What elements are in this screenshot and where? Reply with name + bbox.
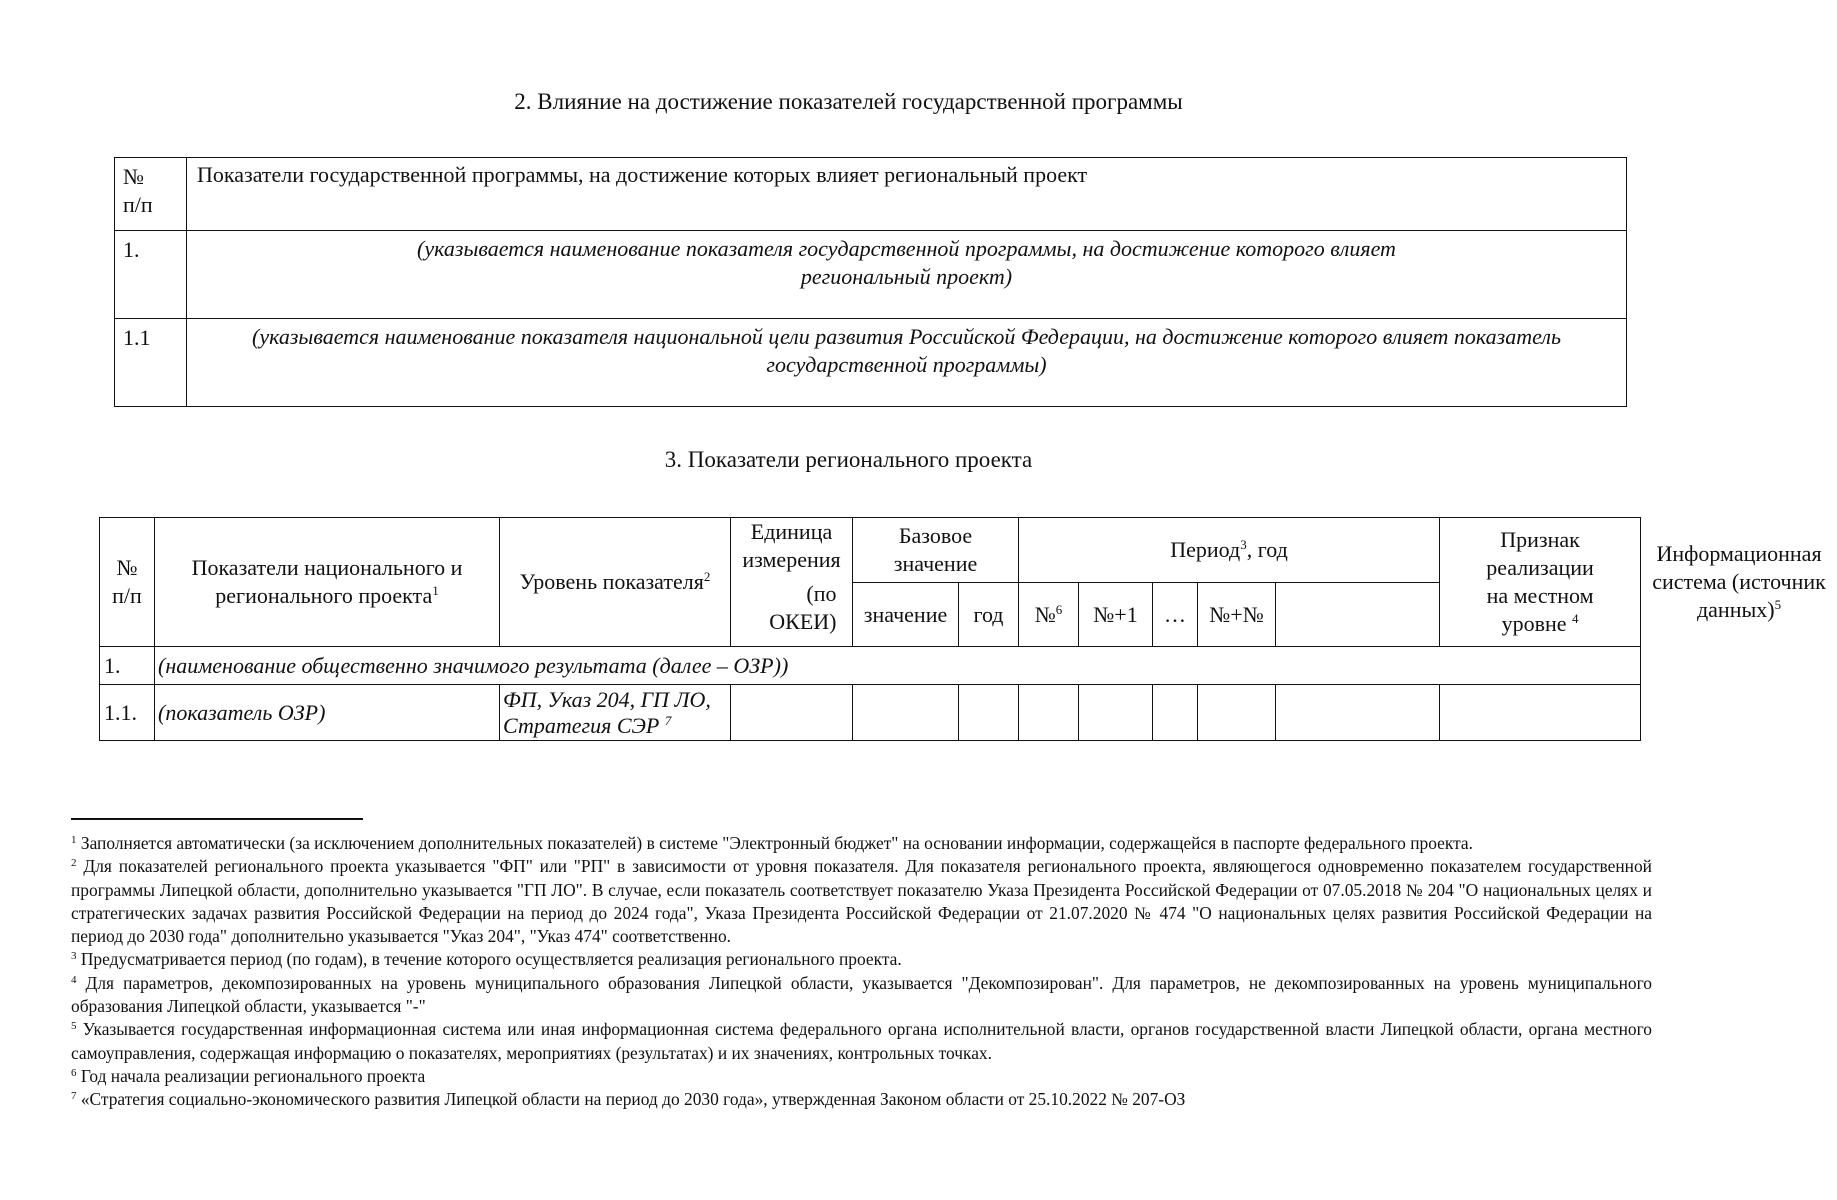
header-period-n: №$^6$ bbox=[1019, 583, 1079, 647]
section-2-title: 2. Влияние на достижение показателей государственной программы bbox=[514, 89, 1183, 114]
row-num: 1. bbox=[100, 647, 155, 685]
cell-period-n bbox=[1019, 685, 1079, 741]
gov-program-indicators-table bbox=[114, 157, 1627, 407]
header-period-nn: №+№ bbox=[1198, 583, 1276, 647]
cell-period-nn bbox=[1198, 685, 1276, 741]
cell-base-value bbox=[853, 685, 959, 741]
footnote: $^4$ Для параметров, декомпозированных на уровень муниципального образования Липецкой области, указывается "Декомпозирован". Для параметров, не декомпозированных на уровень муниципального образования Липецкой области, указывается "-" bbox=[71, 972, 1652, 1017]
row-text: (указывается наименование показателя национальной цели развития Российской Федерации, на достижение которого влияет показатель государственной программы) bbox=[187, 319, 1627, 407]
cell-unit bbox=[731, 685, 853, 741]
cell-info-system bbox=[1440, 685, 1641, 741]
header-period-ellipsis: … bbox=[1153, 583, 1198, 647]
regional-project-indicators-table bbox=[99, 517, 1826, 741]
header-base-value: значение bbox=[853, 583, 959, 647]
footnote: $^3$ Предусматривается период (по годам), в течение которого осуществляется реализация регионального проекта. bbox=[71, 949, 902, 970]
footnote: $^5$ Указывается государственная информационная система или иная информационная система федерального органа исполнительной власти, органов государственной власти Липецкой области, органа местного самоуправления, содержащая информацию о показателях, мероприятиях (результатах) и их значениях, контрольных точках. bbox=[71, 1019, 1652, 1063]
footnote: $^6$ Год начала реализации регионального проекта bbox=[71, 1065, 426, 1086]
row-text: (указывается наименование показателя государственной программы, на достижение которого влияет региональный проект) bbox=[187, 231, 1627, 319]
cell-base-year bbox=[959, 685, 1019, 741]
row-level: ФП, Указ 204, ГП ЛО, Стратегия СЭР $^7$ bbox=[500, 685, 731, 741]
header-unit: Единица измерения (по ОКЕИ) bbox=[731, 518, 853, 647]
header-indicators: Показатели национального и регионального проекта$^1$ bbox=[155, 518, 500, 647]
header-period-n1: №+1 bbox=[1079, 583, 1153, 647]
header-local-sign: Признак реализации на местном уровне $^4$ bbox=[1440, 518, 1641, 647]
header-base-year: год bbox=[959, 583, 1019, 647]
header-indicators: Показатели государственной программы, на достижение которых влияет региональный проект bbox=[187, 158, 1627, 231]
row-num: 1.1 bbox=[115, 319, 187, 407]
table-row bbox=[100, 685, 1641, 741]
header-period: Период$^3$, год bbox=[1019, 518, 1440, 583]
section-3-title: 3. Показатели регионального проекта bbox=[664, 447, 1033, 472]
table-header-row bbox=[115, 158, 1627, 231]
cell-local-sign bbox=[1276, 685, 1440, 741]
footnote: $^7$ «Стратегия социально-экономического развития Липецкой области на период до 2030 года», утвержденная Законом области от 25.10.2022 № 207-ОЗ bbox=[71, 1089, 1186, 1110]
cell-period-ellipsis bbox=[1153, 685, 1198, 741]
cell-period-n1 bbox=[1079, 685, 1153, 741]
table-row bbox=[100, 647, 1641, 685]
table-row bbox=[115, 319, 1627, 407]
row-num: 1.1. bbox=[100, 685, 155, 741]
header-num: № п/п bbox=[100, 518, 155, 647]
footnotes bbox=[71, 832, 1652, 1112]
header-base: Базовое значение bbox=[853, 518, 1019, 583]
header-level: Уровень показателя$^2$ bbox=[500, 518, 731, 647]
row-text: (показатель ОЗР) bbox=[155, 685, 500, 741]
table-header-row: № п/п Показатели национального и регионального проекта$^1$ Уровень показателя$^2$ Единица измерения (по ОКЕИ) Базовое значение Период$^3$, год Признак реализации на местном уровне $^4$ Информационная система (источник данных)$^5$ bbox=[100, 518, 1641, 583]
footnote-separator bbox=[71, 818, 363, 820]
table-row bbox=[115, 231, 1627, 319]
header-num: № п/п bbox=[115, 158, 187, 231]
row-text: (наименование общественно значимого результата (далее – ОЗР)) bbox=[155, 647, 1641, 685]
footnote: $^2$ Для показателей регионального проекта указывается "ФП" или "РП" в зависимости от уровня показателя. Для показателя регионального проекта, являющегося одновременно показателем государственной программы Липецкой области, дополнительно указывается "ГП ЛО". В случае, если показатель соответствует показателю Указа Президента Российской Федерации от 07.05.2018 № 204 "О национальных целях и стратегических задачах развития Российской Федерации на период до 2024 года", Указа Президента Российской Федерации от 21.07.2020 № 474 "О национальных целях развития Российской Федерации на период до 2030 года" дополнительно указывается "Указ 204", "Указ 474" соответственно. bbox=[71, 856, 1652, 947]
row-num: 1. bbox=[115, 231, 187, 319]
footnote: $^1$ Заполняется автоматически (за исключением дополнительных показателей) в системе "Электронный бюджет" на основании информации, содержащейся в паспорте федерального проекта. bbox=[71, 833, 1473, 853]
